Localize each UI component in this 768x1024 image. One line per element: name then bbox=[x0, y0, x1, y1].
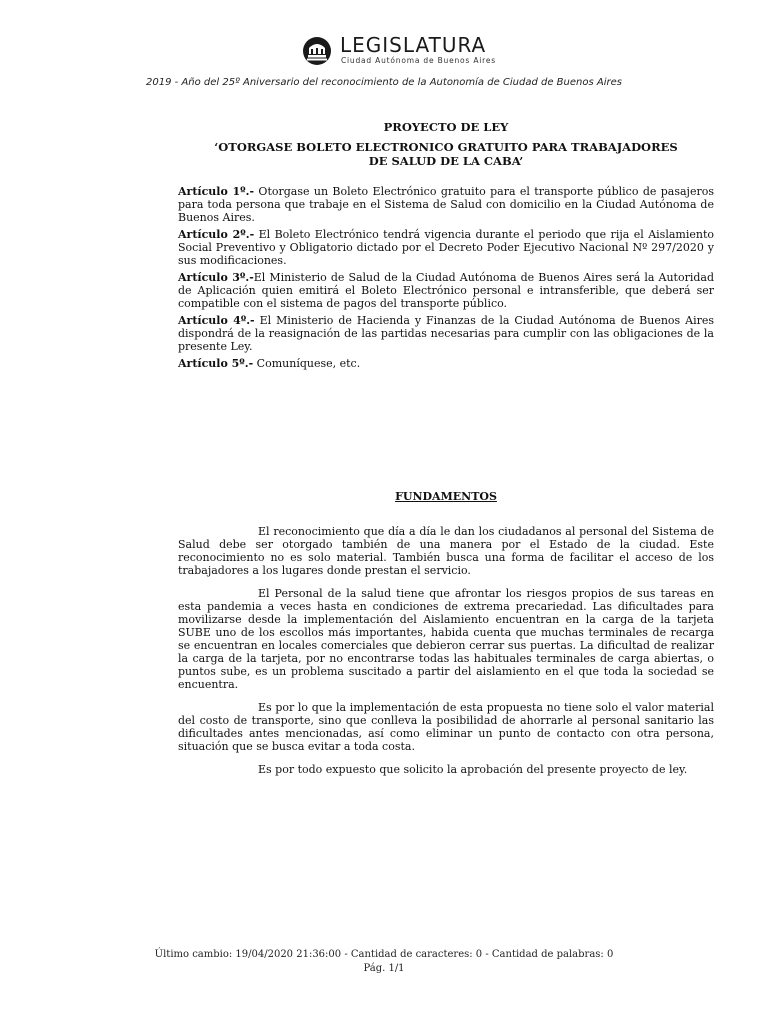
article-4 bbox=[178, 314, 714, 353]
legislature-building-icon bbox=[302, 36, 332, 66]
document-title-line-2: DE SALUD DE LA CABA’ bbox=[368, 154, 524, 168]
letterhead bbox=[0, 34, 768, 74]
article-text: El Boleto Electrónico tendrá vigencia durante el periodo que rija el Aislamiento Social Preventivo y Obligatorio dictado por el Decreto Poder Ejecutivo Nacional Nº 297/2020 y sus modificaciones. bbox=[178, 228, 714, 267]
document-title-line-1: ‘OTORGASE BOLETO ELECTRONICO GRATUITO PARA TRABAJADORES bbox=[214, 140, 678, 154]
document-type-title: PROYECTO DE LEY bbox=[383, 120, 509, 134]
logo-subtitle: Ciudad Autónoma de Buenos Aires bbox=[341, 56, 496, 65]
article-1 bbox=[178, 185, 714, 224]
article-text: El Ministerio de Salud de la Ciudad Autónoma de Buenos Aires será la Autoridad de Aplicación quien emitirá el Boleto Electrónico personal e intransferible, que deberá ser compatible con el sistema de pagos del transporte público. bbox=[178, 271, 714, 310]
page-number: Pág. 1/1 bbox=[363, 963, 405, 974]
last-change-info: Último cambio: 19/04/2020 21:36:00 - Cantidad de caracteres: 0 - Cantidad de palabras: 0 bbox=[154, 949, 614, 960]
article-label: Artículo 5º.- bbox=[178, 357, 254, 370]
article-text: El Ministerio de Hacienda y Finanzas de la Ciudad Autónoma de Buenos Aires dispondrá de la reasignación de las partidas necesarias para cumplir con las obligaciones de la presente Ley. bbox=[178, 314, 714, 353]
document-body bbox=[178, 120, 714, 776]
fundamentos-paragraph-3: Es por lo que la implementación de esta propuesta no tiene solo el valor material del costo de transporte, sino que conlleva la posibilidad de ahorrarle al personal sanitario las dificultades antes mencionadas, así como eliminar un punto de contacto con otra persona, situación que se busca evitar a toda costa. bbox=[178, 701, 714, 753]
article-text: Otorgase un Boleto Electrónico gratuito para el transporte público de pasajeros para toda persona que trabaje en el Sistema de Salud con domicilio en la Ciudad Autónoma de Buenos Aires. bbox=[178, 185, 714, 224]
article-2 bbox=[178, 228, 714, 267]
anniversary-line: 2019 - Año del 25º Aniversario del reconocimiento de la Autonomía de Ciudad de Buenos Aires bbox=[146, 77, 622, 88]
article-label: Artículo 3º.- bbox=[178, 271, 254, 284]
article-3 bbox=[178, 271, 714, 310]
article-label: Artículo 2º.- bbox=[178, 228, 255, 241]
logo-name: LEGISLATURA bbox=[340, 33, 487, 57]
article-5 bbox=[178, 357, 714, 370]
article-label: Artículo 1º.- bbox=[178, 185, 255, 198]
fundamentos-paragraph-2: El Personal de la salud tiene que afrontar los riesgos propios de sus tareas en esta pandemia a veces hasta en condiciones de extrema precariedad. Las dificultades para movilizarse desde la implementación del Aislamiento encuentran en la carga de la tarjeta SUBE uno de los escollos más importantes, habida cuenta que muchas terminales de recarga se encuentran en locales comerciales que debieron cerrar sus puertas. La dificultad de realizar la carga de la tarjeta, por no encontrarse todas las habituales terminales de carga abiertas, o puntos sube, es un problema suscitado a partir del aislamiento en el que toda la sociedad se encuentra. bbox=[178, 587, 714, 691]
fundamentos-paragraph-1: El reconocimiento que día a día le dan los ciudadanos al personal del Sistema de Salud debe ser otorgado también de una manera por el Estado de la ciudad. Este reconocimiento no es solo material. También busca una forma de facilitar el acceso de los trabajadores a los lugares donde prestan el servicio. bbox=[178, 525, 714, 577]
article-text: Comuníquese, etc. bbox=[253, 357, 361, 370]
fundamentos-paragraph-4: Es por todo expuesto que solicito la aprobación del presente proyecto de ley. bbox=[258, 763, 688, 776]
article-label: Artículo 4º.- bbox=[178, 314, 255, 327]
fundamentos-title: FUNDAMENTOS bbox=[395, 490, 497, 503]
page-footer bbox=[0, 948, 768, 976]
